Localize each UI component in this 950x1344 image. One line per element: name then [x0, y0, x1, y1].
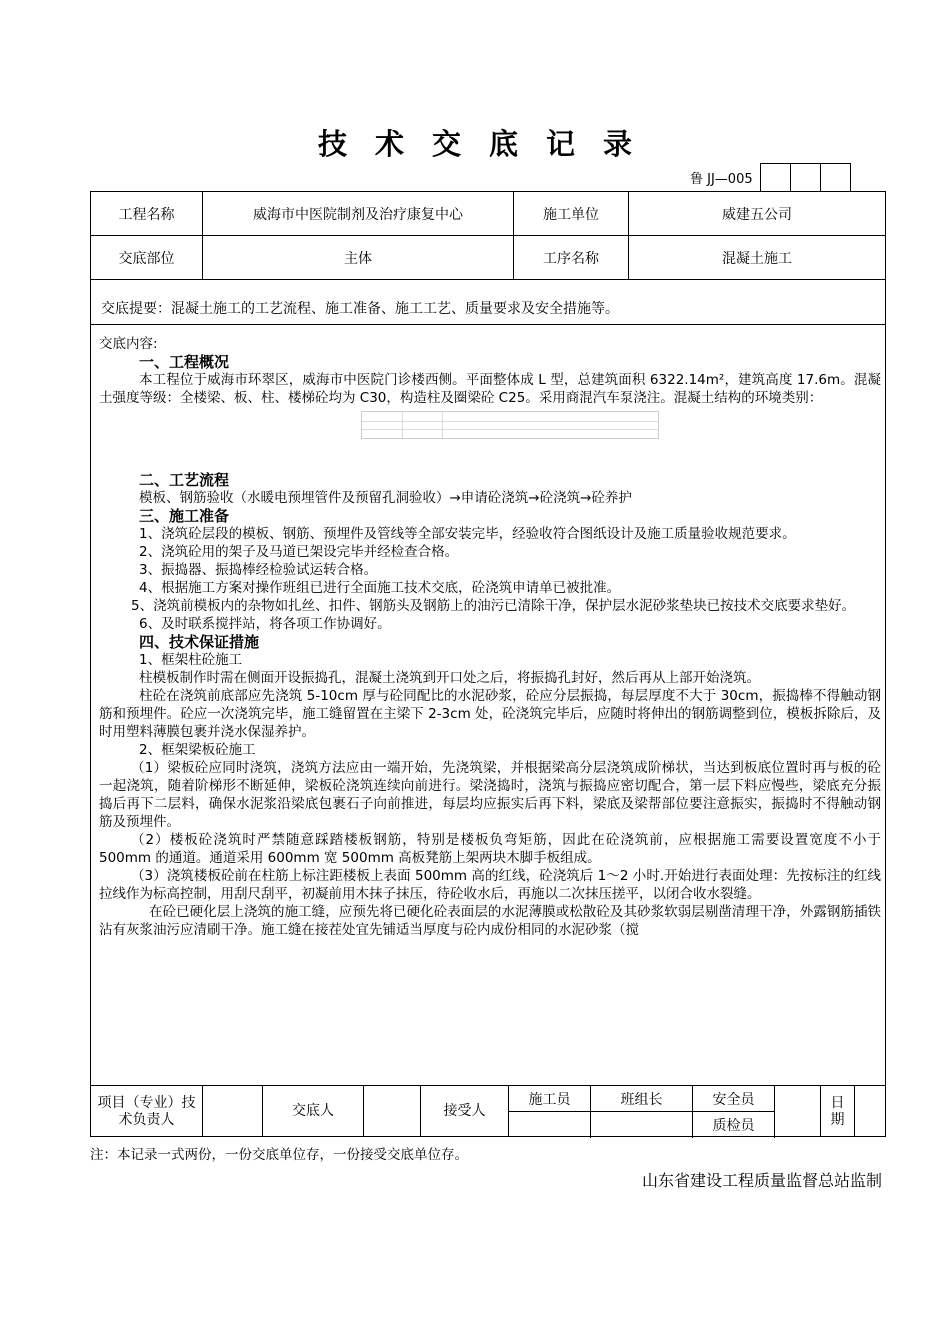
paragraph: 模板、钢筋验收（水暖电预埋管件及预留孔洞验收）→申请砼浇筑→砼浇筑→砼养护 — [139, 490, 632, 506]
issuer-footer: 山东省建设工程质量监督总站监制 — [641, 1171, 882, 1190]
project-value[interactable]: 威海市中医院制剂及治疗康复中心 — [203, 192, 514, 235]
tech-lead-label: 项目（专业）技术负责人 — [91, 1086, 203, 1137]
tech-lead-signature[interactable] — [203, 1086, 263, 1137]
header-row-project — [91, 192, 885, 236]
date-label: 日期 — [821, 1086, 855, 1137]
table-line — [362, 421, 658, 422]
table-line — [362, 429, 658, 430]
list-item: 3、振捣器、振捣棒经检验试运转合格。 — [139, 562, 378, 578]
record-code-label: 鲁 JJ—005 — [690, 171, 753, 187]
part-value[interactable]: 主体 — [203, 236, 514, 279]
section-heading: 一、工程概况 — [139, 353, 230, 371]
environment-category-table — [361, 411, 659, 439]
paragraph: 本工程位于威海市环翠区，威海市中医院门诊楼西侧。平面整体成 L 型，总建筑面积 6322.14m²，建筑高度 17.6m。混凝土强度等级：全楼梁、板、柱、楼梯砼均为 C30，构造柱及圈梁砼 C25。采用商混汽车泵浇注。混凝土结构的环境类别： — [99, 372, 881, 406]
process-value[interactable]: 混凝土施工 — [722, 250, 792, 267]
process-label: 工序名称 — [514, 236, 629, 279]
list-item: 5、浇筑前模板内的杂物如扎丝、扣件、钢筋头及钢筋上的油污已清除干净，保护层水泥砂浆垫块已按技术交底要求垫好。 — [131, 598, 856, 614]
paragraph: 柱砼在浇筑前底部应先浇筑 5-10cm 厚与砼同配比的水泥砂浆，砼应分层振捣，每层厚度不大于 30cm，振捣棒不得触动钢筋和预埋件。砼应一次浇筑完毕，施工缝留置在主梁下 2-3cm 处，砼浇筑完毕后，应随时将伸出的钢筋调整到位，模板拆除后，及时用塑料薄膜包裹并浇水保湿养护。 — [99, 688, 881, 740]
section-heading: 二、工艺流程 — [139, 471, 230, 489]
section-heading: 四、技术保证措施 — [139, 633, 260, 651]
project-label: 工程名称 — [91, 192, 203, 235]
list-item: 6、及时联系搅拌站，将各项工作协调好。 — [139, 616, 391, 632]
header-row-part — [91, 236, 885, 280]
signature-row — [91, 1085, 885, 1137]
paragraph: （3）浇筑楼板砼前在柱筋上标注距楼板上表面 500mm 高的红线，砼浇筑后 1～2 小时.开始进行表面处理：先按标注的红线拉线作为标高控制，用刮尺刮平，初凝前用木抹子抹压，待砼收水后，再施以二次抹压搓平，以闭合收水裂缝。 — [99, 868, 881, 902]
code-box[interactable] — [790, 163, 820, 192]
worker-signature[interactable] — [509, 1112, 591, 1138]
section-heading: 三、施工准备 — [139, 507, 230, 525]
content-body[interactable] — [99, 335, 881, 939]
record-table — [90, 191, 886, 1137]
worker-label: 施工员 — [509, 1086, 591, 1112]
unit-value[interactable]: 威建五公司 — [722, 206, 792, 223]
receiver-label: 接受人 — [421, 1086, 509, 1137]
quality-label: 质检员 — [693, 1112, 775, 1138]
safety-label: 安全员 — [693, 1086, 775, 1112]
record-code — [690, 163, 775, 191]
code-box[interactable] — [820, 163, 851, 192]
paragraph: 柱模板制作时需在侧面开设振捣孔，混凝土浇筑到开口处之后，将振捣孔封好，然后再从上部开始浇筑。 — [139, 670, 760, 686]
sub-heading: 2、框架梁板砼施工 — [139, 742, 256, 758]
record-note: 注：本记录一式两份，一份交底单位存，一份接受交底单位存。 — [90, 1147, 468, 1163]
sub-heading: 1、框架柱砼施工 — [139, 652, 243, 668]
table-line — [442, 412, 443, 438]
safety-quality-signature[interactable] — [775, 1086, 821, 1137]
summary-text[interactable]: 交底提要：混凝土施工的工艺流程、施工准备、施工工艺、质量要求及安全措施等。 — [101, 301, 619, 317]
paragraph: （1）梁板砼应同时浇筑，浇筑方法应由一端开始，先浇筑梁，并根据梁高分层浇筑成阶梯状，当达到板底位置时再与板的砼一起浇筑，随着阶梯形不断延伸，梁板砼浇筑连续向前进行。梁浇捣时，浇筑与振捣应密切配合，第一层下料应慢些，梁底充分振捣后再下二层料，确保水泥浆沿梁底包裹石子向前推进，每层均应振实后再下料，梁底及梁帮部位要注意振实，振捣时不得触动钢筋及预埋件。 — [99, 760, 881, 830]
date-value[interactable] — [855, 1086, 885, 1137]
record-code-boxes — [760, 163, 851, 192]
team-leader-label: 班组长 — [591, 1086, 693, 1112]
content-label: 交底内容: — [99, 336, 158, 352]
table-line — [402, 412, 403, 438]
list-item: 4、根据施工方案对操作班组已进行全面施工技术交底，砼浇筑申请单已被批准。 — [139, 580, 621, 596]
discloser-signature[interactable] — [364, 1086, 421, 1137]
team-leader-signature[interactable] — [591, 1112, 693, 1138]
list-item: 2、浇筑砼用的架子及马道已架设完毕并经检查合格。 — [139, 544, 459, 560]
unit-label: 施工单位 — [514, 192, 629, 235]
page-title: 技术交底记录 — [317, 127, 660, 161]
list-item: 1、浇筑砼层段的模板、钢筋、预埋件及管线等全部安装完毕，经验收符合图纸设计及施工质量验收规范要求。 — [139, 526, 796, 542]
discloser-label: 交底人 — [263, 1086, 364, 1137]
code-box[interactable] — [760, 163, 790, 192]
paragraph: （2）楼板砼浇筑时严禁随意踩踏楼板钢筋，特别是楼板负弯矩筋，因此在砼浇筑前，应根据施工需要设置宽度不小于 500mm 的通道。通道采用 600mm 宽 500mm 高板凳筋上架两块木脚手板组成。 — [99, 832, 881, 866]
part-label: 交底部位 — [91, 236, 203, 279]
paragraph: 在砼已硬化层上浇筑的施工缝，应预先将已硬化砼表面层的水泥薄膜或松散砼及其砂浆软弱层剔凿清理干净，外露钢筋插铁沾有灰浆油污应清刷干净。施工缝在接茬处宜先铺适当厚度与砼内成份相同的水泥砂浆（搅 — [99, 904, 881, 938]
